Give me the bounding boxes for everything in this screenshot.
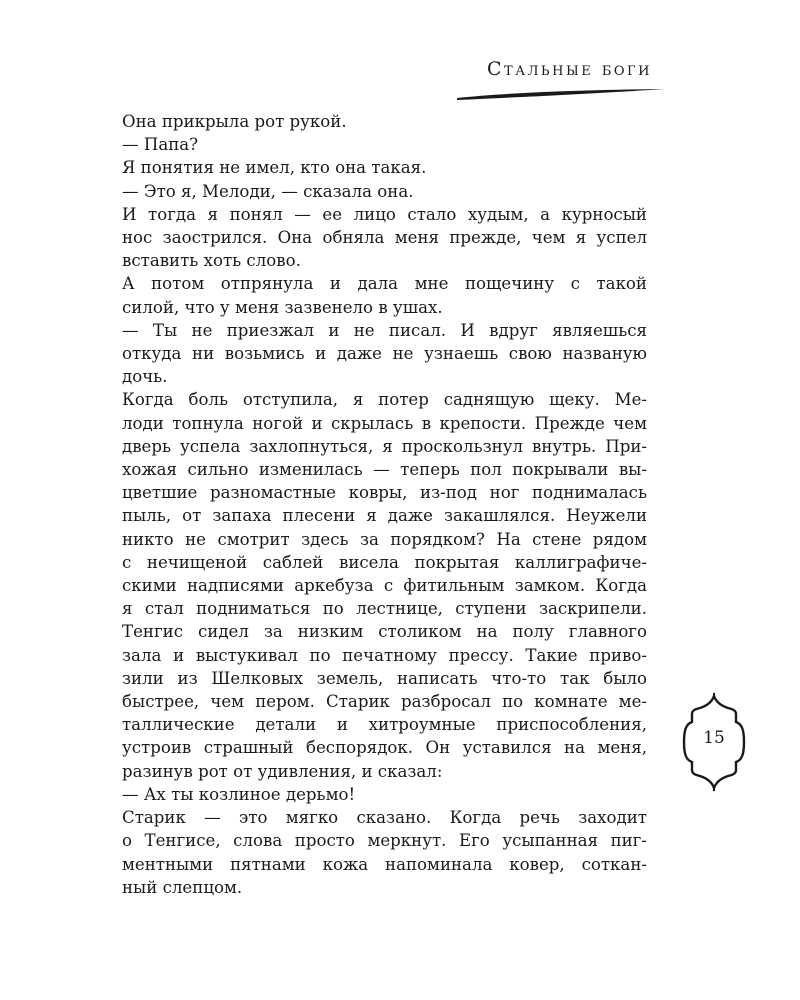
text-line: лоди топнула ногой и скрылась в крепости. Прежде чем: [122, 413, 647, 433]
text-line: Старик — это мягко сказано. Когда речь заходит: [122, 808, 647, 828]
text-line: нос заострился. Она обняла меня прежде, чем я успел: [122, 228, 647, 248]
text-line: разинув рот от удивления, и сказал:: [122, 761, 443, 781]
text-line: силой, что у меня зазвенело в ушах.: [122, 297, 443, 317]
text-line: о Тенгисе, слова просто меркнут. Его усыпанная пиг-: [122, 831, 647, 851]
text-line: быстрее, чем пером. Старик разбросал по комнате ме-: [122, 692, 647, 712]
text-line: зала и выстукивал по печатному прессу. Такие приво-: [122, 645, 647, 665]
running-title: Стальные боги: [487, 58, 652, 80]
text-line: Она прикрыла рот рукой.: [122, 112, 347, 131]
text-line: никто не смотрит здесь за порядком? На стене рядом: [122, 529, 647, 549]
text-line: И тогда я понял — ее лицо стало худым, а курносый: [122, 204, 647, 224]
text-line: ментными пятнами кожа напоминала ковер, соткан-: [122, 854, 647, 874]
text-line: хожая сильно изменилась — теперь пол покрывали вы-: [122, 460, 647, 480]
text-line: — Это я, Мелоди, — сказала она.: [122, 181, 414, 201]
text-line: я стал подниматься по лестнице, ступени заскрипели.: [122, 599, 647, 619]
text-line: пыль, от запаха плесени я даже закашлялся. Неужели: [122, 506, 647, 526]
page-number: 15: [703, 728, 725, 748]
text-line: скими надписями аркебуза с фитильным замком. Когда: [122, 576, 647, 596]
text-line: устроив страшный беспорядок. Он уставился на меня,: [122, 738, 647, 758]
text-line: — Папа?: [122, 135, 199, 155]
text-line: дверь успела захлопнуться, я проскользнул внутрь. При-: [122, 436, 647, 456]
text-line: — Ах ты козлиное дерьмо!: [122, 784, 356, 804]
text-line: откуда ни возьмись и даже не узнаешь свою названую: [122, 344, 647, 364]
text-line: ный слепцом.: [122, 877, 243, 897]
text-line: цветшие разномастные ковры, из-под ног поднималась: [122, 483, 647, 503]
text-line: — Ты не приезжал и не писал. И вдруг являешься: [122, 320, 647, 340]
text-line: с нечищеной саблей висела покрытая каллиграфиче-: [122, 552, 647, 572]
text-line: зили из Шелковых земель, написать что-то так было: [122, 668, 647, 688]
text-line: Когда боль отступила, я потер саднящую щеку. Ме-: [122, 390, 647, 410]
text-line: дочь.: [122, 367, 168, 387]
text-line: таллические детали и хитроумные приспособления,: [122, 715, 647, 735]
body-text: [122, 110, 647, 899]
text-line: Я понятия не имел, кто она такая.: [122, 158, 427, 178]
header-swash-rule: [455, 87, 667, 103]
text-line: Тенгис сидел за низким столиком на полу главного: [122, 622, 647, 642]
text-line: вставить хоть слово.: [122, 251, 301, 271]
text-line: А потом отпрянула и дала мне пощечину с такой: [122, 274, 647, 294]
